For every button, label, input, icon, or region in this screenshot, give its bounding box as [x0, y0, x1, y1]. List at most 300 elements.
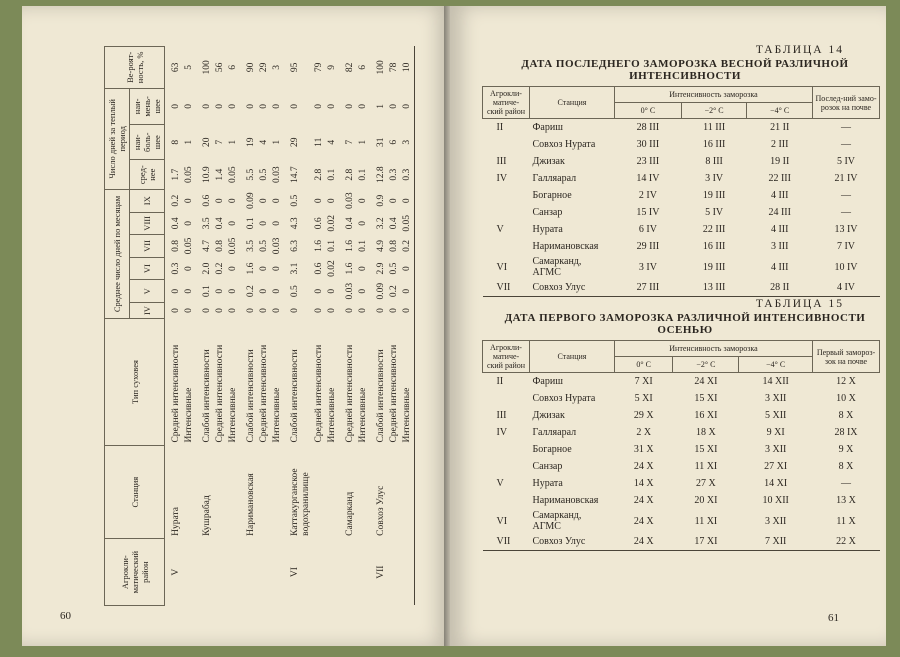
value-cell: 0.2 [171, 194, 181, 207]
value-cell: 6 [358, 64, 368, 70]
temp0-cell: 14 X [633, 478, 654, 489]
value-cell: 19 [246, 137, 256, 147]
temp0-cell: 15 IV [636, 207, 660, 218]
temp-minus4-cell: 4 III [770, 261, 789, 273]
temp-minus2-cell: 24 XI [694, 376, 718, 387]
station-cell: Самарканд, АГМС [532, 256, 582, 278]
region-cell: II [496, 376, 504, 387]
region-cell [339, 539, 357, 606]
value-cell: 0.6 [202, 194, 212, 207]
value-cell: 0 [184, 103, 194, 109]
region-cell: VI [290, 567, 300, 578]
station-cell [401, 446, 415, 539]
type-cell: Слабой интенсивности [202, 349, 212, 443]
value-cell: 0 [272, 266, 282, 271]
temp-minus4-cell: 22 III [768, 173, 791, 184]
temp-minus4-cell: 4 III [770, 224, 789, 235]
temp-minus2-cell: 16 III [702, 139, 726, 150]
table-row [313, 47, 326, 606]
value-cell: 2.9 [376, 262, 386, 275]
value-cell: 4.3 [290, 217, 300, 230]
table-row [240, 47, 258, 606]
table-row [483, 533, 880, 551]
region-cell [388, 539, 401, 606]
value-cell: 0.05 [228, 237, 238, 255]
soil-frost-cell: 10 IV [834, 261, 858, 273]
type-cell: Средней интенсивности [389, 344, 399, 443]
value-cell: 0 [402, 198, 412, 204]
temp-minus2-cell: 15 XI [694, 393, 718, 404]
value-cell: 4 [327, 139, 337, 145]
region-cell [227, 539, 240, 606]
value-cell: 1.7 [171, 168, 181, 181]
temp-minus2-cell: 17 XI [694, 536, 718, 547]
value-cell: 2.8 [345, 168, 355, 181]
value-cell: 14.7 [290, 166, 300, 183]
temp0-cell: 27 III [636, 282, 660, 293]
value-cell: 0.2 [389, 285, 399, 298]
table-row [483, 475, 880, 492]
station-cell: Фариш [532, 122, 563, 133]
temp-minus2-cell: 27 X [696, 478, 716, 489]
value-cell: 4.7 [202, 240, 212, 252]
value-cell: 0 [345, 103, 355, 109]
value-cell: 100 [376, 60, 386, 75]
dry-wind-table-body [165, 47, 415, 606]
soil-frost-cell: — [841, 139, 851, 150]
value-cell: 0 [184, 288, 194, 294]
table-row [483, 187, 880, 204]
table15-tag: ТАБЛИЦА 15 [755, 298, 844, 310]
value-cell: 0 [272, 198, 282, 204]
type-cell: Средней интенсивности [215, 344, 225, 443]
value-cell: 0.1 [246, 217, 256, 230]
type-cell: Средней интенсивности [345, 344, 355, 443]
value-cell: 0.05 [184, 237, 194, 255]
station-cell: Галляарал [532, 427, 577, 438]
soil-frost-cell: 12 X [836, 376, 856, 387]
value-cell: 0 [228, 198, 238, 204]
temp0-cell: 31 X [633, 444, 654, 455]
table-row [401, 47, 415, 606]
value-cell: 0 [314, 288, 324, 294]
soil-frost-cell: — [841, 207, 851, 218]
temp0-cell: 30 III [636, 139, 660, 150]
temp-minus2-cell: 16 XI [694, 410, 718, 421]
value-cell: 0 [228, 103, 238, 109]
value-cell: 0 [171, 308, 181, 313]
table-row [483, 279, 880, 297]
value-cell: 1.6 [314, 240, 324, 252]
t14-header-intensity: Интенсивность заморозка [615, 87, 813, 103]
dry-wind-table [104, 46, 415, 606]
table-row [483, 458, 880, 475]
temp-minus4-cell: 28 II [770, 282, 790, 293]
region-cell: VI [496, 515, 508, 527]
soil-frost-cell: 9 X [838, 444, 854, 455]
value-cell: 3 [272, 64, 282, 70]
value-cell: 4.9 [376, 240, 386, 252]
temp-minus2-cell: 8 III [705, 156, 723, 167]
t15-header-station: Станция [530, 341, 615, 373]
region-cell: V [496, 224, 504, 235]
value-cell: 0.5 [389, 262, 399, 275]
value-cell: 0 [345, 308, 355, 313]
table-row [483, 204, 880, 221]
table-row [483, 373, 880, 391]
type-cell: Средней интенсивности [171, 344, 181, 443]
value-cell: 0.4 [389, 217, 399, 230]
temp0-cell: 6 IV [638, 224, 657, 235]
value-cell: 0.5 [259, 240, 269, 252]
col-header-avg-days: Среднее число дней по месяцам [105, 189, 130, 318]
temp-minus2-cell: 5 IV [705, 207, 724, 218]
month-header: IX [130, 189, 165, 212]
temp-minus4-cell: 10 XII [762, 495, 789, 506]
value-cell: 0 [259, 103, 269, 109]
temp-minus4-cell: 3 XII [765, 444, 787, 455]
table-row [284, 47, 313, 606]
value-cell: 0 [215, 288, 225, 294]
col-header-station: Станция [105, 446, 165, 539]
value-cell: 0 [215, 308, 225, 313]
value-cell: 0 [272, 288, 282, 294]
region-cell [483, 441, 530, 458]
t14-header-0c: 0° С [615, 103, 682, 119]
t14-header-station: Станция [530, 87, 615, 119]
table14-body [483, 119, 880, 297]
station-cell: Фариш [532, 376, 563, 387]
table-row [214, 47, 227, 606]
value-cell: 12.8 [376, 166, 386, 183]
warm-sub-header: наи-мень-шее [130, 88, 165, 124]
temp-minus2-cell: 22 III [702, 224, 726, 235]
temp-minus4-cell: 21 II [770, 122, 790, 133]
temp-minus4-cell: 3 XII [765, 515, 787, 527]
right-page [450, 6, 886, 646]
temp-minus4-cell: 14 XI [764, 478, 788, 489]
value-cell: 6 [389, 139, 399, 145]
region-cell: VII [496, 282, 511, 293]
region-cell [483, 458, 530, 475]
value-cell: 1.6 [345, 240, 355, 252]
temp-minus2-cell: 15 XI [694, 444, 718, 455]
value-cell: 1.4 [215, 168, 225, 181]
temp-minus4-cell: 27 XI [764, 461, 788, 472]
value-cell: 11 [314, 137, 324, 147]
value-cell: 0 [376, 308, 386, 313]
page-number-right: 61 [828, 612, 839, 624]
value-cell: 3 [402, 139, 412, 145]
station-cell: Галляарал [532, 173, 577, 184]
station-cell [258, 446, 271, 539]
region-cell: V [496, 478, 504, 489]
temp-minus4-cell: 9 XI [766, 427, 785, 438]
region-cell [214, 539, 227, 606]
value-cell: 0 [228, 220, 238, 226]
value-cell: 3.5 [202, 217, 212, 230]
station-cell [271, 446, 284, 539]
value-cell: 0 [402, 288, 412, 294]
value-cell: 0 [259, 198, 269, 204]
temp0-cell: 29 X [633, 410, 654, 421]
value-cell: 0 [358, 220, 368, 226]
soil-frost-cell: 11 X [836, 515, 856, 527]
region-cell [483, 238, 530, 255]
value-cell: 0 [290, 103, 300, 109]
temp-minus4-cell: 3 III [770, 241, 789, 252]
region-cell: IV [496, 173, 508, 184]
t15-header-first-soil: Первый замороз-зок на почве [813, 341, 880, 373]
station-cell: Санзар [532, 461, 563, 472]
region-cell [483, 390, 530, 407]
region-cell: II [496, 122, 504, 133]
value-cell: 0 [402, 308, 412, 313]
type-cell: Средней интенсивности [314, 344, 324, 443]
left-page [22, 6, 450, 646]
value-cell: 90 [246, 62, 256, 73]
value-cell: 29 [259, 62, 269, 73]
station-cell [388, 446, 401, 539]
value-cell: 2.0 [202, 262, 212, 275]
region-cell [313, 539, 326, 606]
value-cell: 1 [358, 139, 368, 145]
table-row [483, 170, 880, 187]
soil-frost-cell: 28 IX [834, 427, 858, 438]
station-cell [357, 446, 370, 539]
temp-minus2-cell: 11 III [703, 122, 726, 133]
station-cell: Наримановская [246, 473, 256, 536]
value-cell: 0 [327, 308, 337, 313]
station-cell: Совхоз Улус [532, 536, 586, 547]
value-cell: 29 [290, 137, 300, 147]
value-cell: 0.09 [376, 282, 386, 300]
value-cell: 0.1 [327, 168, 337, 181]
value-cell: 0 [259, 266, 269, 271]
table14-title: ДАТА ПОСЛЕДНЕГО ЗАМОРОЗКА ВЕСНОЙ РАЗЛИЧНОЙ ИНТЕНСИВНОСТИ [521, 58, 849, 82]
temp-minus4-cell: 19 II [770, 156, 790, 167]
value-cell: 6.3 [290, 240, 300, 252]
value-cell: 31 [376, 137, 386, 147]
value-cell: 8 [171, 139, 181, 145]
region-cell [196, 539, 214, 606]
region-cell: IV [496, 427, 508, 438]
type-cell: Интенсивные [184, 387, 194, 443]
value-cell: 0.03 [272, 237, 282, 255]
region-cell [357, 539, 370, 606]
value-cell: 0 [171, 103, 181, 109]
temp-minus4-cell: 4 III [770, 190, 789, 201]
station-cell [326, 446, 339, 539]
value-cell: 0 [327, 288, 337, 294]
table-row [483, 390, 880, 407]
value-cell: 0 [358, 266, 368, 271]
table15-body [483, 373, 880, 551]
station-cell [214, 446, 227, 539]
value-cell: 0.4 [345, 217, 355, 230]
temp0-cell: 7 XI [634, 376, 653, 387]
region-cell: V [171, 568, 181, 576]
region-cell [240, 539, 258, 606]
value-cell: 95 [290, 62, 300, 73]
value-cell: 0 [272, 308, 282, 313]
value-cell: 82 [345, 62, 355, 73]
value-cell: 56 [215, 62, 225, 73]
value-cell: 0 [202, 308, 212, 313]
soil-frost-cell: 21 IV [834, 173, 858, 184]
value-cell: 0.02 [327, 215, 337, 232]
station-cell [227, 446, 240, 539]
station-cell [313, 446, 326, 539]
value-cell: 0 [314, 103, 324, 109]
type-cell: Интенсивные [228, 387, 238, 443]
value-cell: 0.4 [215, 217, 225, 230]
value-cell: 0 [259, 308, 269, 313]
value-cell: 0.2 [402, 240, 412, 252]
value-cell: 0 [314, 198, 324, 204]
value-cell: 0 [290, 308, 300, 313]
table-row [483, 492, 880, 509]
value-cell: 0 [259, 220, 269, 226]
value-cell: 0 [402, 266, 412, 271]
table-row [483, 255, 880, 279]
station-cell: Джизак [532, 410, 565, 421]
table-row [258, 47, 271, 606]
type-cell: Средней интенсивности [259, 344, 269, 443]
temp0-cell: 28 III [636, 122, 660, 133]
t15-header-minus4c: −4° С [739, 357, 813, 373]
temp-minus2-cell: 19 III [702, 190, 726, 201]
temp0-cell: 2 X [636, 427, 652, 438]
value-cell: 3.1 [290, 262, 300, 275]
value-cell: 3.2 [376, 217, 386, 230]
value-cell: 5.5 [246, 168, 256, 181]
type-cell: Интенсивные [327, 387, 337, 443]
value-cell: 7 [215, 139, 225, 145]
value-cell: 0.1 [358, 168, 368, 181]
region-cell [483, 204, 530, 221]
value-cell: 0 [246, 103, 256, 109]
value-cell: 7 [345, 139, 355, 145]
value-cell: 0 [389, 308, 399, 313]
temp0-cell: 5 XI [634, 393, 653, 404]
value-cell: 0 [202, 103, 212, 109]
temp-minus4-cell: 7 XII [765, 536, 787, 547]
value-cell: 0.5 [259, 168, 269, 181]
month-header: VII [130, 235, 165, 258]
value-cell: 1 [184, 139, 194, 145]
table-row [271, 47, 284, 606]
value-cell: 0.5 [290, 194, 300, 207]
warm-sub-header: сред-нее [130, 160, 165, 189]
value-cell: 6 [228, 64, 238, 70]
temp-minus4-cell: 2 III [770, 139, 789, 150]
value-cell: 5 [184, 64, 194, 70]
value-cell: 1 [376, 103, 386, 109]
value-cell: 0 [246, 308, 256, 313]
page-number-left: 60 [60, 610, 71, 622]
table-row [483, 238, 880, 255]
temp-minus2-cell: 18 X [696, 427, 716, 438]
value-cell: 0 [228, 266, 238, 271]
temp0-cell: 24 X [633, 515, 654, 527]
value-cell: 0.03 [345, 282, 355, 300]
value-cell: 0.3 [389, 168, 399, 181]
rotated-table-container [104, 46, 412, 606]
value-cell: 79 [314, 62, 324, 73]
station-cell: Наримановская [532, 495, 599, 506]
table-row [483, 221, 880, 238]
warm-sub-header: наи-боль-шее [130, 125, 165, 160]
value-cell: 0 [314, 308, 324, 313]
table-row [196, 47, 214, 606]
station-cell: Кушрабад [202, 495, 212, 536]
temp0-cell: 24 X [633, 536, 654, 547]
station-cell: Нурата [532, 478, 563, 489]
type-cell: Слабой интенсивности [290, 349, 300, 443]
temp-minus4-cell: 24 III [768, 207, 791, 218]
temp-minus2-cell: 19 III [702, 261, 726, 273]
month-header: VIII [130, 212, 165, 235]
value-cell: 0 [358, 288, 368, 294]
station-cell: Наримановская [532, 241, 599, 252]
soil-frost-cell: 22 X [836, 536, 856, 547]
value-cell: 2.8 [314, 168, 324, 181]
table-row [483, 153, 880, 170]
soil-frost-cell: — [841, 122, 851, 133]
soil-frost-cell: 8 X [838, 410, 854, 421]
type-cell: Интенсивные [358, 387, 368, 443]
region-cell [183, 539, 196, 606]
value-cell: 0.3 [402, 168, 412, 181]
soil-frost-cell: 10 X [836, 393, 856, 404]
table-row [483, 407, 880, 424]
station-cell: Джизак [532, 156, 565, 167]
station-cell: Совхоз Нурата [532, 139, 596, 150]
region-cell [258, 539, 271, 606]
t15-header-minus2c: −2° С [673, 357, 739, 373]
soil-frost-cell: 13 IV [834, 224, 858, 235]
temp-minus2-cell: 11 XI [694, 515, 718, 527]
region-cell [326, 539, 339, 606]
region-cell [271, 539, 284, 606]
region-cell [483, 492, 530, 509]
value-cell: 3.5 [246, 240, 256, 252]
value-cell: 0.8 [171, 240, 181, 252]
station-cell: Совхоз Улус [532, 282, 586, 293]
value-cell: 0 [228, 288, 238, 294]
value-cell: 0 [402, 103, 412, 109]
value-cell: 0 [389, 198, 399, 204]
temp-minus2-cell: 20 XI [694, 495, 718, 506]
region-cell: VI [496, 261, 508, 273]
value-cell: 20 [202, 137, 212, 147]
value-cell: 0.2 [215, 262, 225, 275]
table-row [326, 47, 339, 606]
temp0-cell: 3 IV [638, 261, 657, 273]
temp-minus2-cell: 11 XI [694, 461, 718, 472]
region-cell [483, 187, 530, 204]
station-cell: Богарное [532, 190, 572, 201]
t14-header-region: Агрокли-матиче-ский район [483, 87, 530, 119]
soil-frost-cell: 13 X [836, 495, 856, 506]
value-cell: 0 [327, 103, 337, 109]
soil-frost-cell: — [841, 478, 851, 489]
value-cell: 0.5 [290, 285, 300, 298]
t15-header-region: Агрокли-матиче-ский район [483, 341, 530, 373]
value-cell: 0 [184, 308, 194, 313]
region-cell: VII [376, 565, 386, 579]
